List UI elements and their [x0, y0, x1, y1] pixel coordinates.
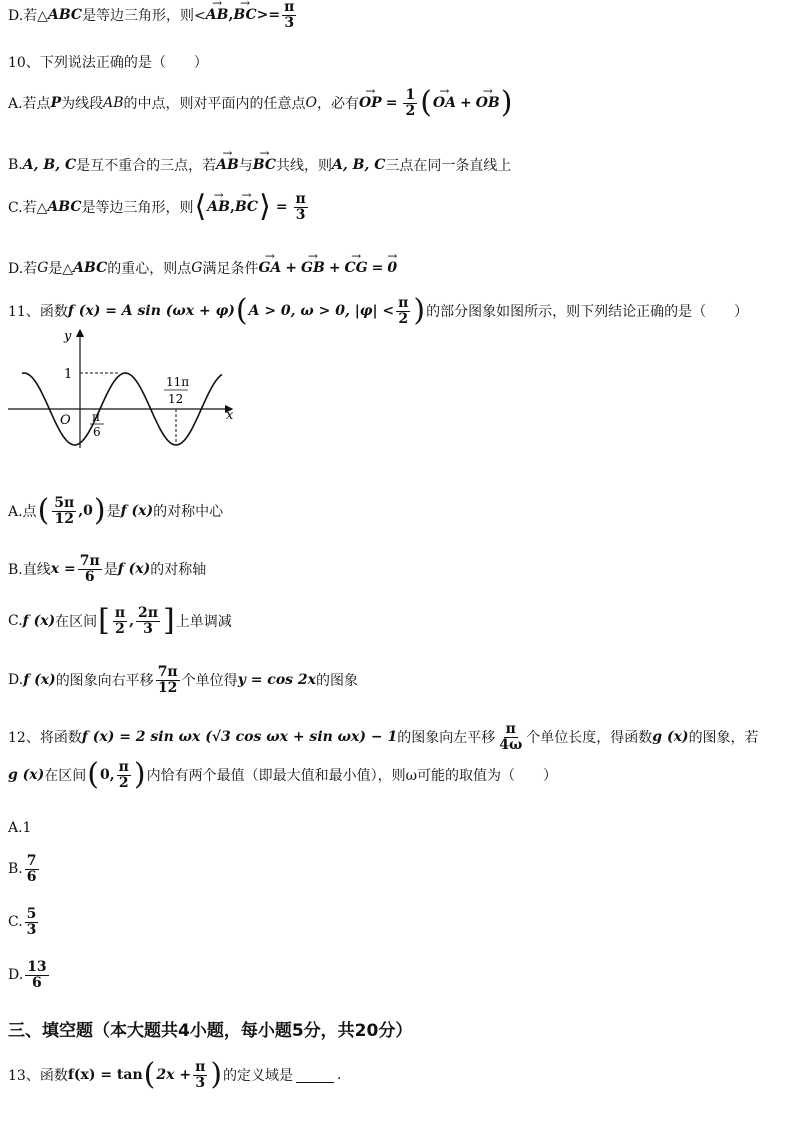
q11-stem: [8, 293, 749, 329]
q13-answer-blank[interactable]: [296, 1068, 334, 1083]
q12-l2-t1: 在区间: [44, 768, 87, 785]
q10-option-c: [8, 189, 310, 225]
q9-option-d: [8, 0, 298, 30]
q10b-vec-bc: → BC: [253, 157, 276, 173]
q11c-n1: π: [114, 605, 126, 621]
q11b-text: 是: [103, 562, 118, 579]
q12b-den: 6: [26, 868, 37, 885]
q11-function: f (x) = A sin (ωx + φ): [67, 303, 235, 320]
q11c-f: f (x): [22, 613, 56, 630]
q10d-vec-gb: → GB: [301, 260, 325, 276]
q10c-t1: 是等边三角形，则: [81, 200, 194, 217]
q11d-den: 12: [157, 679, 178, 696]
q10b-vec-ab: → AB: [216, 157, 239, 173]
q10a-vec-op: → OP: [359, 95, 382, 111]
q12b-label: B.: [8, 861, 23, 878]
q11-stem-prefix: 11、函数: [8, 304, 68, 321]
q10c-vec-bc: → BC: [235, 199, 258, 215]
q11a-text: 是: [106, 504, 121, 521]
q12-mid: 的图象向左平移: [397, 730, 496, 747]
q11a-zero: ,0: [78, 503, 93, 520]
q12-shift-den: 4ω: [499, 736, 523, 753]
q10-option-d: [8, 258, 397, 278]
q11a-den: 12: [54, 510, 75, 527]
r-den: 12: [168, 392, 184, 406]
q11d-text2: 个单位得: [181, 673, 238, 690]
q10d-t3: 满足条件: [202, 261, 259, 277]
q12-l2-zero: 0,: [99, 767, 115, 784]
q10a-paren-open: (: [420, 85, 432, 121]
q11c-fraction1: [113, 606, 127, 636]
q13-inner: 2x +: [156, 1067, 192, 1084]
q11c-bracket-open: [: [98, 603, 110, 639]
q12-tail: 的图象，若: [688, 730, 759, 747]
q13-function: f(x) = tan: [67, 1067, 143, 1084]
r-num: 11π: [166, 375, 190, 389]
q12-l2-g: g (x): [8, 767, 45, 784]
q11-cond-den: 2: [398, 310, 409, 327]
q12-l2-den: 2: [118, 774, 129, 791]
q10a-den: 2: [405, 102, 416, 119]
q11-option-a: [8, 493, 224, 529]
q9d-label: D.若△: [8, 8, 48, 25]
q12a-text: A.1: [8, 820, 32, 836]
q13-end: .: [337, 1067, 342, 1084]
origin-label: O: [60, 413, 71, 428]
q10a-vec-ob: → OB: [476, 95, 500, 111]
q12c-den: 3: [26, 921, 37, 938]
q10-stem-text: 10、下列说法正确的是（ ）: [8, 55, 208, 71]
q10-option-b: [8, 155, 511, 175]
q12-l2-t2: 内恰有两个最值（即最大值和最小值），则ω可能的取值为（ ）: [146, 768, 557, 785]
q13: [8, 1057, 342, 1093]
q12b-num: 7: [26, 853, 37, 869]
q11b-tail: 的对称轴: [150, 562, 207, 579]
q10d-zero-vector: → 0: [387, 260, 397, 276]
q10d-vec-cg: → CG: [345, 260, 368, 276]
q9d-text: 是等边三角形，则<: [82, 8, 206, 25]
q11c-n2: 2π: [138, 605, 159, 621]
q13-fraction: [193, 1060, 207, 1090]
q10c-triangle: ABC: [47, 199, 82, 216]
q13-num: π: [195, 1059, 206, 1075]
q12-option-a: [8, 820, 31, 836]
section-3-heading: [8, 1016, 412, 1041]
q12-shift-num: π: [505, 721, 516, 737]
q13-paren-close: ): [210, 1057, 223, 1093]
q10a-paren-close: ): [500, 85, 513, 121]
q12-paren-close: ): [133, 757, 146, 793]
q11b-den: 6: [84, 568, 95, 585]
q13-den: 3: [195, 1074, 206, 1091]
q12-stem-line1: [8, 722, 759, 752]
q11c-d1: 2: [115, 620, 125, 637]
q11b-x: x =: [50, 561, 76, 578]
q12-shift-fraction: [497, 722, 524, 752]
q11a-fraction: [52, 496, 76, 526]
q10c-fraction: [294, 192, 308, 222]
q11d-y: y = cos 2x: [237, 672, 317, 689]
q9d-vec-bc: → BC: [233, 7, 256, 23]
q12-stem-line2: [8, 757, 557, 793]
q12-interval-fraction: [117, 760, 131, 790]
q11a-tail: 的对称中心: [153, 504, 224, 521]
q13-paren-open: (: [143, 1057, 156, 1093]
q11-conditions: A > 0, ω > 0, |φ| <: [248, 303, 395, 320]
q10a-label: A.若点: [8, 96, 51, 113]
q12d-num: 13: [27, 959, 47, 975]
q11b-fraction: [78, 554, 102, 584]
section-3-text: 三、填空题（本大题共4小题，每小题5分，共20分）: [8, 1021, 413, 1041]
q9d-num: π: [284, 0, 295, 15]
pi6-den: 6: [93, 425, 101, 439]
q9d-comma: ,: [228, 7, 234, 24]
q12-prefix: 12、将函数: [8, 730, 82, 747]
q9d-triangle: ABC: [47, 7, 83, 24]
q12c-fraction: [25, 907, 39, 937]
q10a-t1: 为线段: [61, 96, 104, 113]
q12d-den: 6: [32, 974, 42, 991]
q10a-p: P: [50, 95, 62, 112]
q10c-vec-ab: → AB: [207, 199, 230, 215]
q10a-eq: =: [385, 95, 398, 112]
pi6-num: π: [92, 410, 100, 424]
q12d-fraction: [25, 960, 48, 990]
q10-stem: [8, 52, 208, 72]
q11-sine-graph: [8, 326, 240, 452]
q11d-fraction: [156, 665, 180, 695]
q10d-t2: 的重心，则点: [107, 261, 192, 277]
q10d-vec-ga: → GA: [258, 260, 281, 276]
q10d-eq: =: [371, 260, 384, 276]
q10c-angle-close: ⟩: [259, 189, 271, 225]
q12-function: f (x) = 2 sin ωx (√3 cos ωx + sin ωx) − 1: [81, 729, 398, 746]
q11-cond-fraction: [396, 296, 410, 326]
q11b-f: f (x): [117, 561, 151, 578]
q10d-t1: 是△: [48, 261, 74, 277]
q10-option-a: [8, 85, 513, 121]
q10c-eq: =: [275, 199, 288, 216]
q11-paren-open: (: [235, 293, 248, 329]
q11-paren-close: ): [413, 293, 426, 329]
q12-paren-open: (: [87, 757, 99, 793]
q10a-plus: +: [459, 95, 472, 112]
q10b-t2: 与: [238, 158, 253, 174]
q10a-o: O: [305, 95, 317, 112]
q9d-fraction: [282, 0, 296, 30]
q10a-ab: AB: [103, 95, 124, 112]
q11a-num: 5π: [54, 495, 75, 511]
q13-tail: 的定义域是: [223, 1068, 294, 1085]
q12c-label: C.: [8, 914, 23, 931]
q11d-text: 的图象向右平移: [55, 673, 154, 690]
q11c-d2: 3: [143, 620, 153, 637]
q10d-plus1: +: [285, 260, 298, 276]
q10b-points: A, B, C: [22, 157, 77, 173]
q11c-fraction2: [136, 606, 160, 636]
q10a-num: 1: [405, 87, 416, 103]
q12-suffix: 个单位长度，得函数: [526, 730, 653, 747]
q12-l2-num: π: [118, 759, 129, 775]
q12-option-d: [8, 960, 51, 990]
q10d-label: D.若: [8, 261, 38, 277]
q11c-text: 在区间: [55, 614, 98, 631]
q10d-g: G: [37, 260, 49, 276]
q10c-num: π: [295, 191, 306, 207]
max-value-label: 1: [64, 367, 73, 382]
y-axis-label: y: [64, 329, 72, 344]
q10c-den: 3: [295, 206, 306, 223]
q11a-label: A.点: [8, 504, 37, 521]
q10a-t2: 的中点，则对平面内的任意点: [123, 96, 306, 113]
q11-option-d: [8, 665, 358, 695]
q9d-den: 3: [284, 14, 295, 31]
q12d-label: D.: [8, 967, 24, 984]
q11a-f: f (x): [120, 503, 154, 520]
q13-prefix: 13、函数: [8, 1068, 68, 1085]
q10c-label: C.若△: [8, 200, 48, 217]
q11c-tail: 上单调减: [175, 614, 232, 631]
q9d-eq: >=: [256, 7, 281, 24]
q10a-fraction: [403, 88, 417, 118]
q10d-triangle: ABC: [73, 260, 108, 276]
q10c-angle-open: ⟨: [194, 189, 207, 225]
q12-option-b: [8, 854, 41, 884]
q12b-fraction: [25, 854, 39, 884]
q10a-t3: ，必有: [316, 96, 359, 113]
q11c-comma: ,: [129, 613, 135, 630]
x-axis-label: x: [226, 408, 234, 423]
q11a-paren-close: ): [93, 493, 106, 529]
q11d-f: f (x): [23, 672, 56, 689]
q12c-num: 5: [26, 906, 37, 922]
q10b-t3: 共线，则: [276, 158, 333, 174]
q10b-t4: 三点在同一条直线上: [385, 158, 512, 174]
q11b-num: 7π: [79, 553, 100, 569]
q11c-bracket-close: ]: [163, 603, 175, 639]
q12-option-c: [8, 907, 40, 937]
q10d-g2: G: [191, 260, 203, 276]
q11-stem-suffix: 的部分图象如图所示，则下列结论正确的是（ ）: [426, 304, 749, 321]
q10b-label: B.: [8, 157, 23, 173]
q12-g: g (x): [652, 729, 689, 746]
q11-option-b: [8, 554, 206, 584]
q11d-tail: 的图象: [316, 673, 359, 690]
q10c-comma: ,: [229, 199, 235, 216]
q10b-t1: 是互不重合的三点，若: [76, 158, 217, 174]
q11b-label: B.直线: [8, 562, 51, 579]
q11-cond-num: π: [398, 295, 409, 311]
q10b-points2: A, B, C: [332, 157, 386, 173]
q9d-vec-ab: → AB: [206, 7, 229, 23]
q11c-label: C.: [8, 613, 23, 630]
q10a-vec-oa: → OA: [433, 95, 456, 111]
q11d-label: D.: [8, 672, 24, 689]
q11a-paren-open: (: [37, 493, 50, 529]
q11-option-c: [8, 603, 232, 639]
q10d-plus2: +: [328, 260, 341, 276]
q11d-num: 7π: [157, 664, 178, 680]
